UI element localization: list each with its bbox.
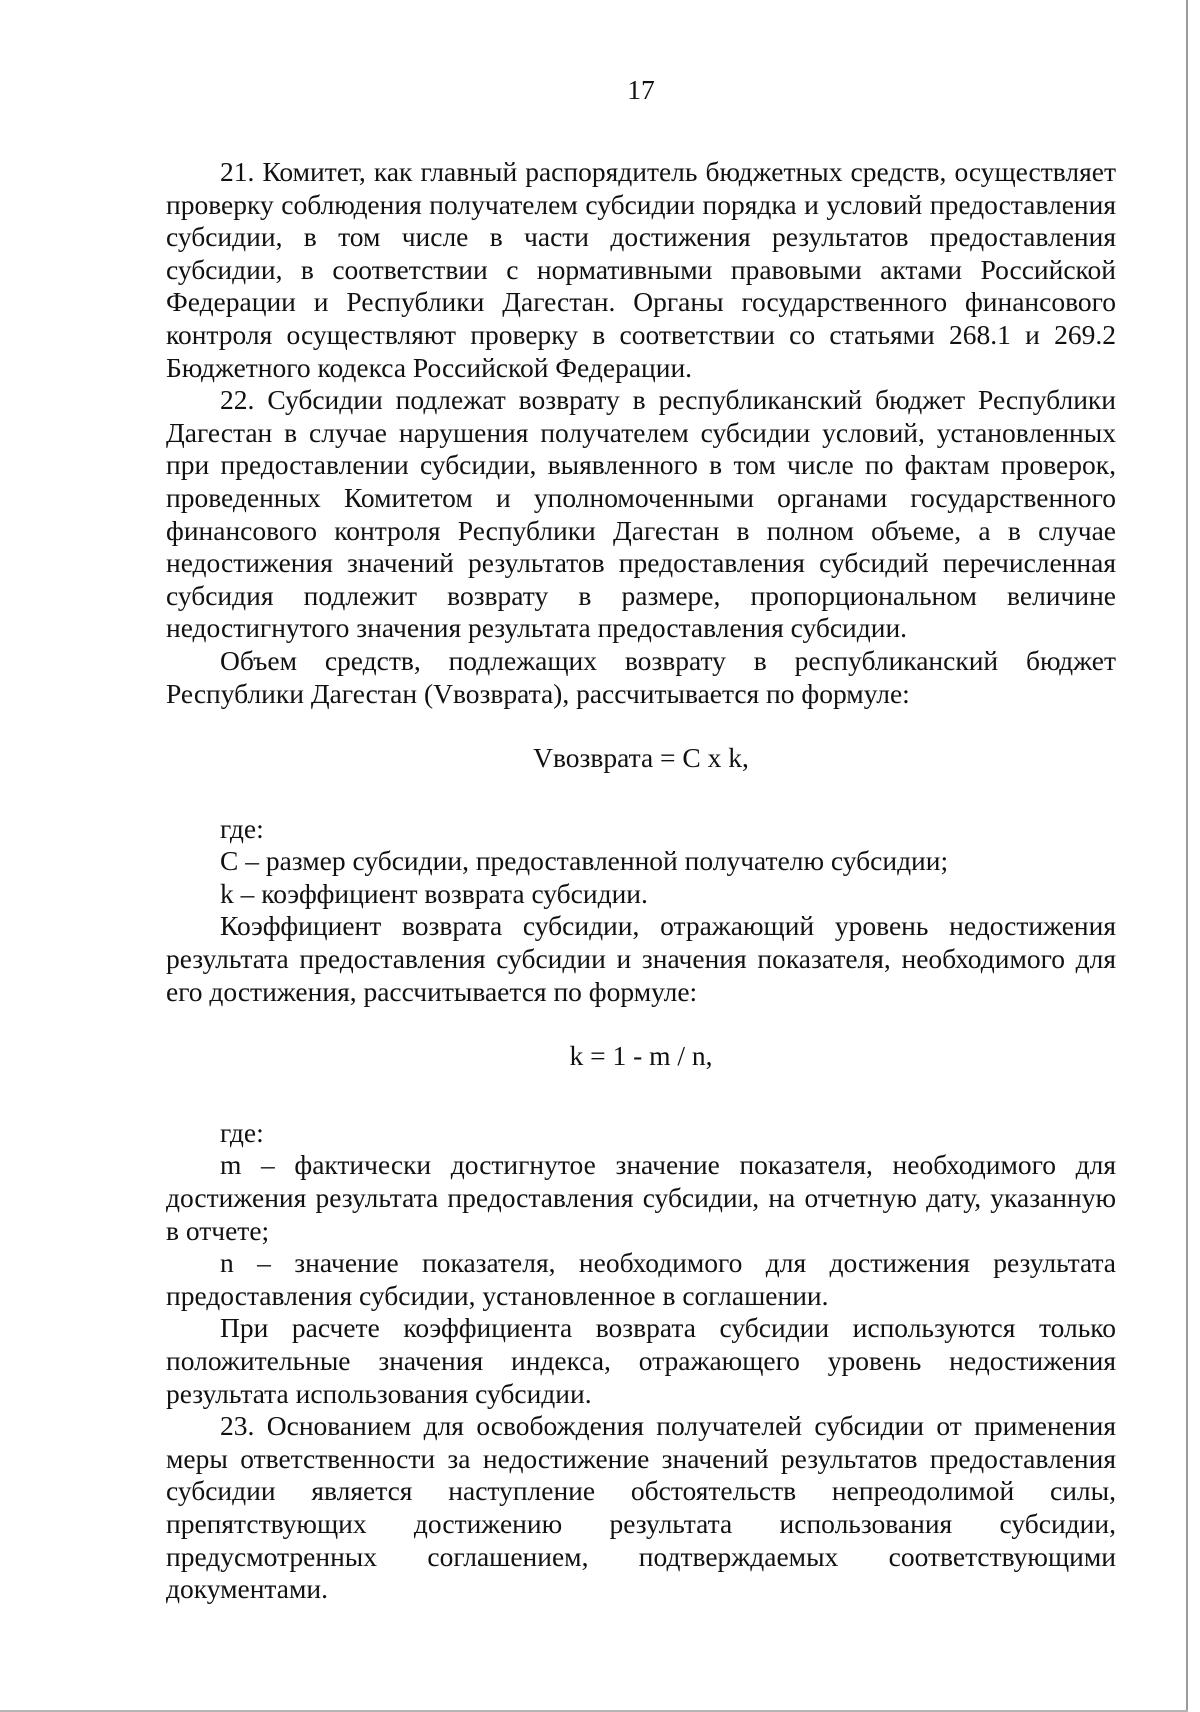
definition-k: k – коэффициент возврата субсидии. xyxy=(220,877,648,909)
document-page xyxy=(166,68,1116,1606)
paragraph-23: 23. Основанием для освобождения получателей субсидии от применения меры ответственности за недостижение значений результатов предоставления субсидии является наступление обстоятельств непреодолимой силы, препятствующих достижению результата использования субсидии, предусмотренных соглашением, подтверждаемых соответствующими документами. xyxy=(166,1410,1116,1605)
paragraph-return-volume: Объем средств, подлежащих возврату в республиканский бюджет Республики Дагестан (Vвозврата), рассчитывается по формуле: xyxy=(166,644,1116,709)
definition-m: m – фактически достигнутое значение показателя, необходимого для достижения результата предоставления субсидии, на отчетную дату, указанную в отчете; xyxy=(166,1149,1116,1246)
paragraph-22: 22. Субсидии подлежат возврату в республиканский бюджет Республики Дагестан в случае нарушения получателем субсидии условий, установленных при предоставлении субсидии, выявленного в том числе по фактам проверок, проведенных Комитетом и уполномоченными органами государственного финансового контроля Республики Дагестан в полном объеме, а в случае недостижения значений результатов предоставления субсидий перечисленная субсидия подлежит возврату в размере, пропорциональном величине недостигнутого значения результата предоставления субсидии. xyxy=(166,384,1116,644)
definition-c: C – размер субсидии, предоставленной получателю субсидии; xyxy=(220,845,949,877)
formula-coefficient: k = 1 - m / n, xyxy=(569,1040,713,1072)
paragraph-calculation: При расчете коэффициента возврата субсидии используются только положительные значения индекса, отражающего уровень недостижения результата использования субсидии. xyxy=(166,1312,1116,1409)
paragraph-21: 21. Комитет, как главный распорядитель бюджетных средств, осуществляет проверку соблюдения получателем субсидии порядка и условий предоставления субсидии, в том числе в части достижения результатов предоставления субсидии, в соответствии с нормативными правовыми актами Российской Федерации и Республики Дагестан. Органы государственного финансового контроля осуществляют проверку в соответствии со статьями 268.1 и 269.2 Бюджетного кодекса Российской Федерации. xyxy=(166,156,1116,383)
formula-return-volume: Vвозврата = C x k, xyxy=(533,742,749,774)
where-label-2: где: xyxy=(220,1116,264,1148)
scan-edge-right xyxy=(1186,0,1188,1712)
paragraph-coefficient: Коэффициент возврата субсидии, отражающий уровень недостижения результата предоставления субсидии и значения показателя, необходимого для его достижения, рассчитывается по формуле: xyxy=(166,910,1116,1007)
where-label-1: где: xyxy=(220,812,264,844)
page-number: 17 xyxy=(627,74,655,105)
definition-n: n – значение показателя, необходимого для достижения результата предоставления субсидии, установленное в соглашении. xyxy=(166,1247,1116,1311)
